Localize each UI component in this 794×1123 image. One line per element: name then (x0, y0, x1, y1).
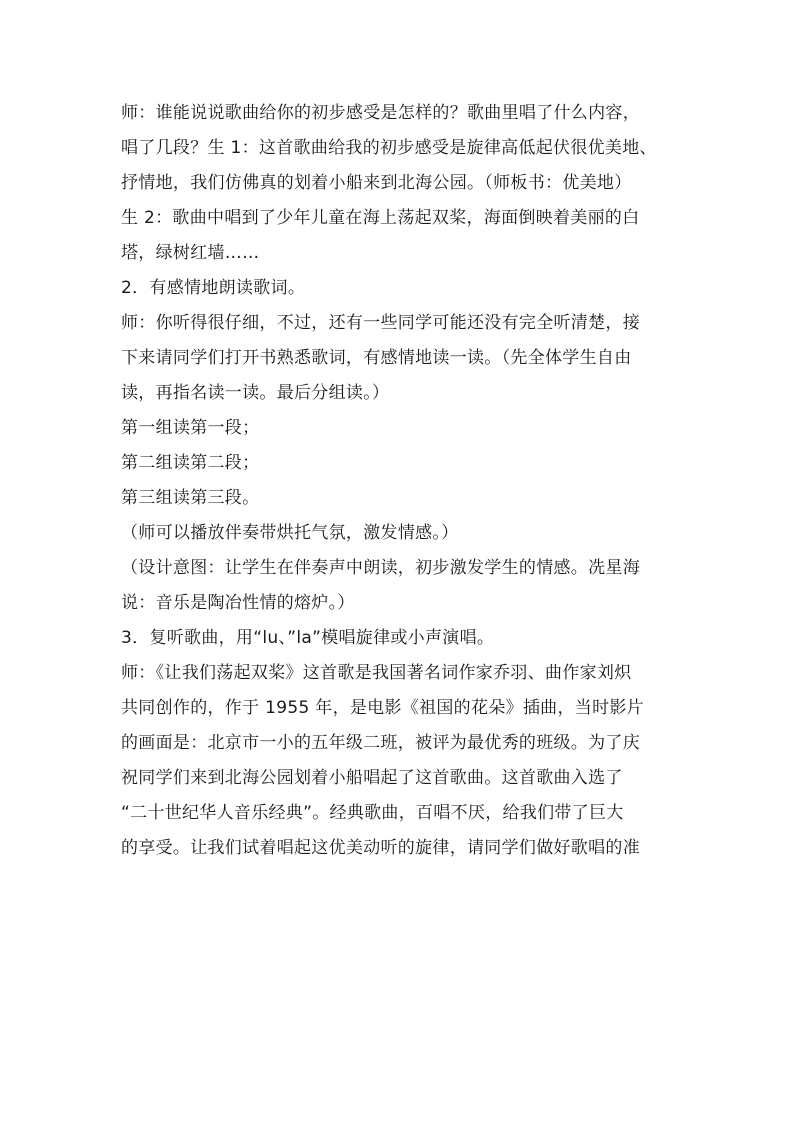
text-line: 师：谁能说说歌曲给你的初步感受是怎样的？歌曲里唱了什么内容， (121, 103, 640, 123)
text-line: 共同创作的，作于 1955 年，是电影《祖国的花朵》插曲，当时影片 (121, 698, 644, 718)
text-line: 第三组读第三段。 (121, 488, 260, 508)
text-line: “二十世纪华人音乐经典”。经典歌曲，百唱不厌，给我们带了巨大 (121, 803, 624, 823)
text-line: （师可以播放伴奏带烘托气氛，激发情感。） (121, 523, 459, 543)
text-line: 第一组读第一段； (121, 418, 260, 438)
section-heading: 3．复听歌曲，用“lu、”la”模唱旋律或小声演唱。 (121, 628, 495, 648)
text-line: 读，再指名读一读。最后分组读。） (121, 383, 390, 403)
text-line: 师：你听得很仔细，不过，还有一些同学可能还没有完全听清楚，接 (121, 313, 640, 333)
text-line: 生 2：歌曲中唱到了少年儿童在海上荡起双桨，海面倒映着美丽的白 (121, 208, 640, 228)
text-line: 第二组读第二段； (121, 453, 260, 473)
text-line: 说：音乐是陶冶性情的熔炉。） (121, 593, 355, 613)
text-line: （设计意图：让学生在伴奏声中朗读，初步激发学生的情感。冼星海 (121, 558, 640, 578)
text-line: 唱了几段？生 1：这首歌曲给我的初步感受是旋律高低起伏很优美地、 (121, 138, 657, 158)
text-line: 师：《让我们荡起双桨》这首歌是我国著名词作家乔羽、曲作家刘炽 (121, 663, 632, 683)
text-line: 祝同学们来到北海公园划着小船唱起了这首歌曲。这首歌曲入选了 (121, 768, 623, 788)
text-line: 的画面是：北京市一小的五年级二班，被评为最优秀的班级。为了庆 (121, 733, 640, 753)
section-heading: 2．有感情地朗读歌词。 (121, 278, 306, 298)
text-line: 塔，绿树红墙…… (121, 243, 260, 263)
text-line: 的享受。让我们试着唱起这优美动听的旋律，请同学们做好歌唱的准 (121, 838, 640, 858)
document-body (121, 96, 687, 866)
text-line: 下来请同学们打开书熟悉歌词，有感情地读一读。（先全体学生自由 (121, 348, 632, 368)
text-line: 抒情地，我们仿佛真的划着小船来到北海公园。（师板书：优美地） (121, 173, 632, 193)
